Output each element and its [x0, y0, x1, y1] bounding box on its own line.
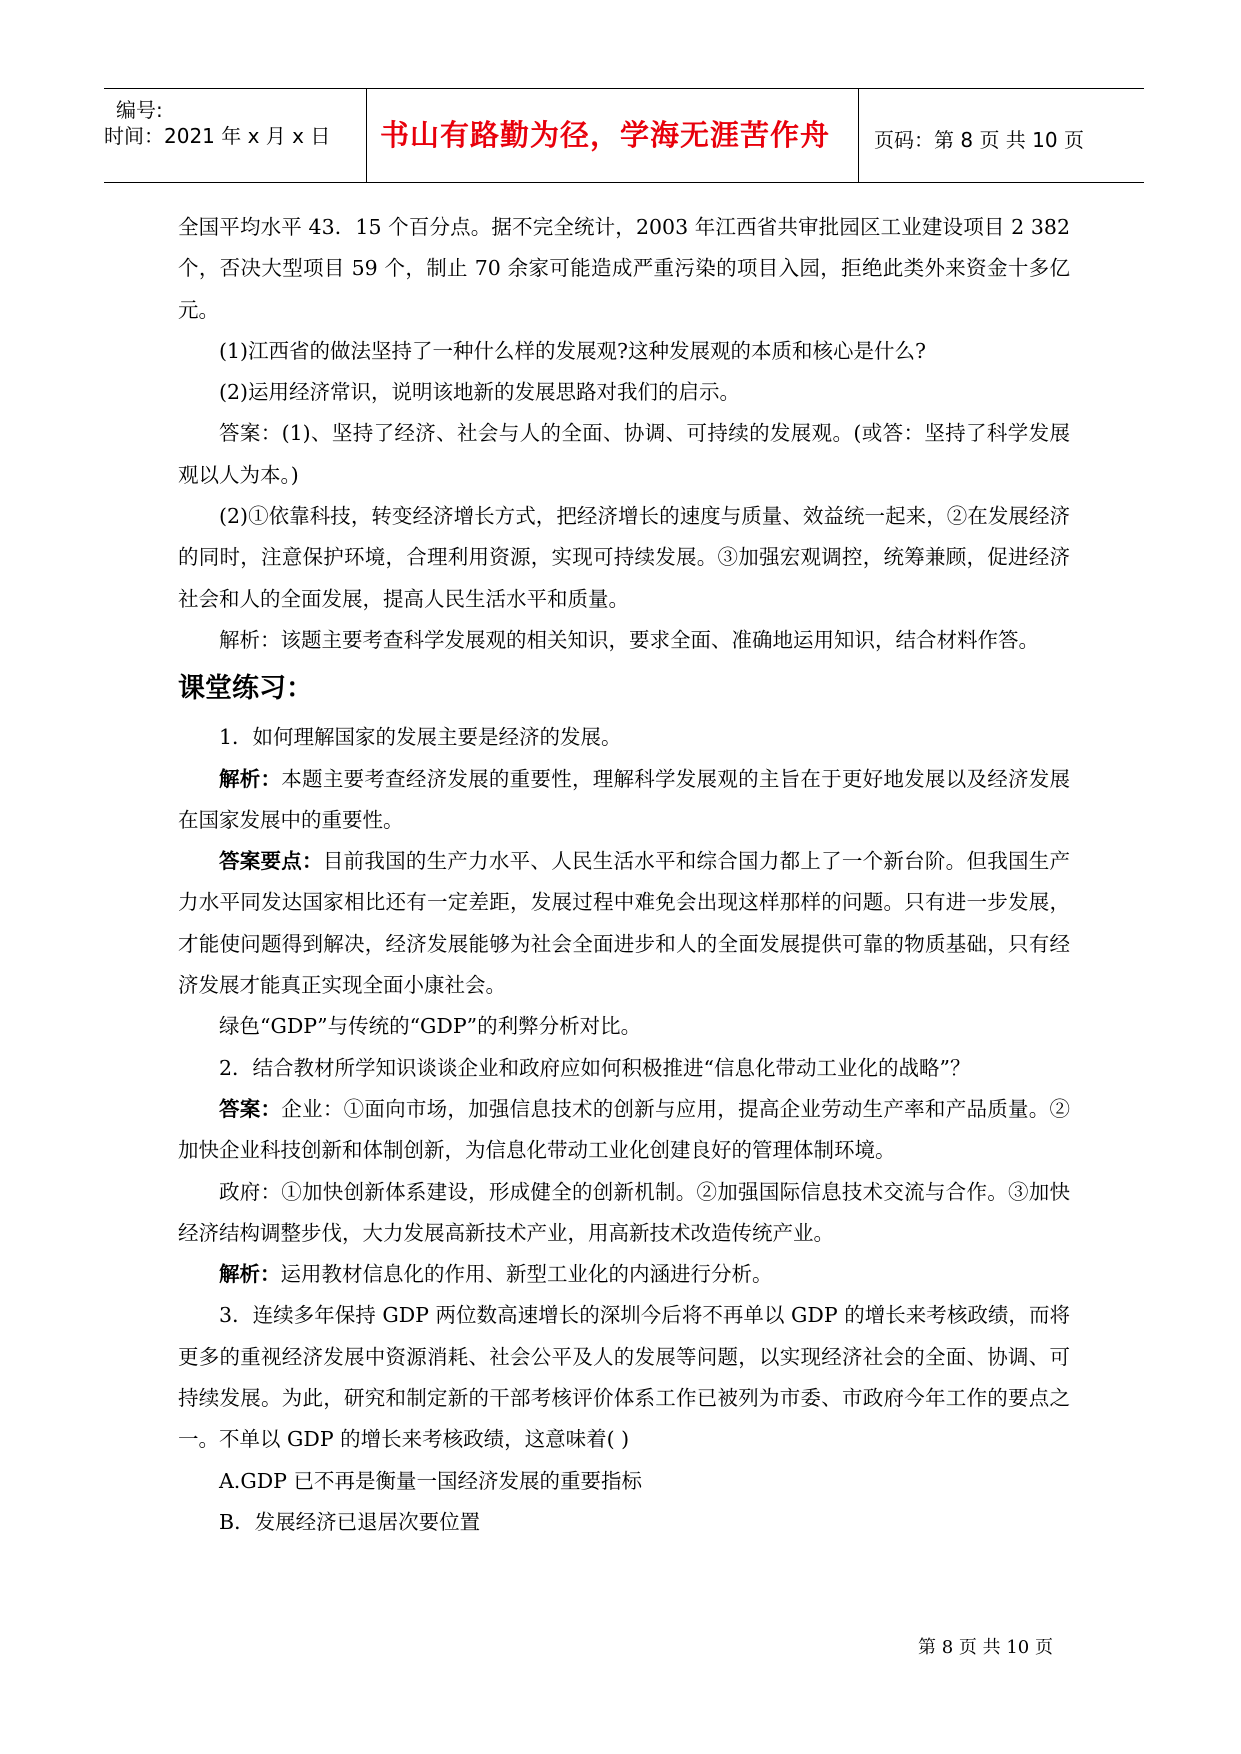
header-page-number: 页码：第 8 页 共 10 页	[874, 128, 1084, 152]
exercise-2: 2．结合教材所学知识谈谈企业和政府应如何积极推进“信息化带动工业化的战略”？	[219, 1055, 971, 1080]
footer-page-number: 第 8 页 共 10 页	[918, 1637, 1053, 1658]
option-b: B．发展经济已退居次要位置	[219, 1509, 481, 1534]
header-divider-right	[858, 88, 859, 183]
question-1: (1)江西省的做法坚持了一种什么样的发展观?这种发展观的本质和核心是什么?	[219, 338, 927, 363]
exercise-1-analysis-label: 解析：	[219, 766, 282, 791]
analysis-0: 解析：该题主要考查科学发展观的相关知识，要求全面、准确地运用知识，结合材料作答。	[219, 627, 1039, 652]
exercise-2-answer	[178, 1089, 1070, 1172]
exercise-2-answer-text: 企业：①面向市场，加强信息技术的创新与应用，提高企业劳动生产率和产品质量。②加快企业科技创新和体制创新，为信息化带动工业化创建良好的管理体制环境。	[178, 1096, 1071, 1163]
question-2: (2)运用经济常识，说明该地新的发展思路对我们的启示。	[219, 380, 741, 405]
header-top-rule	[104, 88, 1144, 89]
header-bottom-rule	[104, 182, 1144, 183]
serial-label: 编号:	[116, 98, 163, 122]
page-header	[104, 88, 1144, 183]
exercise-1: 1．如何理解国家的发展主要是经济的发展。	[219, 725, 622, 750]
exercise-1-analysis-text: 本题主要考查经济发展的重要性，理解科学发展观的主旨在于更好地发展以及经济发展在国家发展中的重要性。	[178, 766, 1071, 832]
option-a: A.GDP 已不再是衡量一国经济发展的重要指标	[219, 1468, 642, 1493]
paragraph-material: 全国平均水平 43．15 个百分点。据不完全统计，2003 年江西省共审批园区工业建设项目 2 382 个，否决大型项目 59 个，制止 70 余家可能造成严重污染的项目入园，拒绝此类外来资金十多亿元。	[178, 215, 1070, 322]
exercise-3: 3．连续多年保持 GDP 两位数高速增长的深圳今后将不再单以 GDP 的增长来考核政绩，而将更多的重视经济发展中资源消耗、社会公平及人的发展等问题，以实现经济社会的全面、协调、可持续发展。为此，研究和制定新的干部考核评价体系工作已被列为市委、市政府今年工作的要点之一。不单以 GDP 的增长来考核政绩，这意味着( )	[178, 1303, 1070, 1452]
section-title: 课堂练习：	[178, 673, 313, 705]
exercise-1-answer	[178, 841, 1070, 1006]
answer-1: 答案：(1)、坚持了经济、社会与人的全面、协调、可持续的发展观。(或答：坚持了科学发展观以人为本。)	[178, 421, 1070, 487]
time-text: 时间：2021 年 x 月 x 日	[104, 124, 331, 148]
exercise-1-answer-text: 目前我国的生产力水平、人民生活水平和综合国力都上了一个新台阶。但我国生产力水平同发达国家相比还有一定差距，发展过程中难免会出现这样那样的问题。只有进一步发展，才能使问题得到解决，经济发展能够为社会全面进步和人的全面发展提供可靠的物质基础，只有经济发展才能真正实现全面小康社会。	[178, 849, 1070, 998]
exercise-2-analysis-label: 解析：	[219, 1262, 281, 1287]
header-divider-left	[366, 88, 367, 183]
motto: 书山有路勤为径，学海无涯苦作舟	[379, 118, 830, 152]
document-body	[178, 207, 1070, 1543]
exercise-2-analysis	[178, 1254, 1070, 1295]
exercise-2-government: 政府：①加快创新体系建设，形成健全的创新机制。②加强国际信息技术交流与合作。③加快经济结构调整步伐，大力发展高新技术产业，用高新技术改造传统产业。	[178, 1179, 1070, 1245]
answer-2: (2)①依靠科技，转变经济增长方式，把经济增长的速度与质量、效益统一起来，②在发展经济的同时，注意保护环境，合理利用资源，实现可持续发展。③加强宏观调控，统筹兼顾，促进经济社会和人的全面发展，提高人民生活水平和质量。	[178, 504, 1070, 611]
exercise-2-analysis-text: 运用教材信息化的作用、新型工业化的内涵进行分析。	[280, 1262, 773, 1287]
exercise-1-answer-label: 答案要点：	[219, 849, 323, 874]
exercise-1-analysis	[178, 759, 1070, 842]
exercise-2-answer-label: 答案：	[219, 1096, 282, 1121]
green-gdp-line: 绿色“GDP”与传统的“GDP”的利弊分析对比。	[219, 1014, 642, 1039]
